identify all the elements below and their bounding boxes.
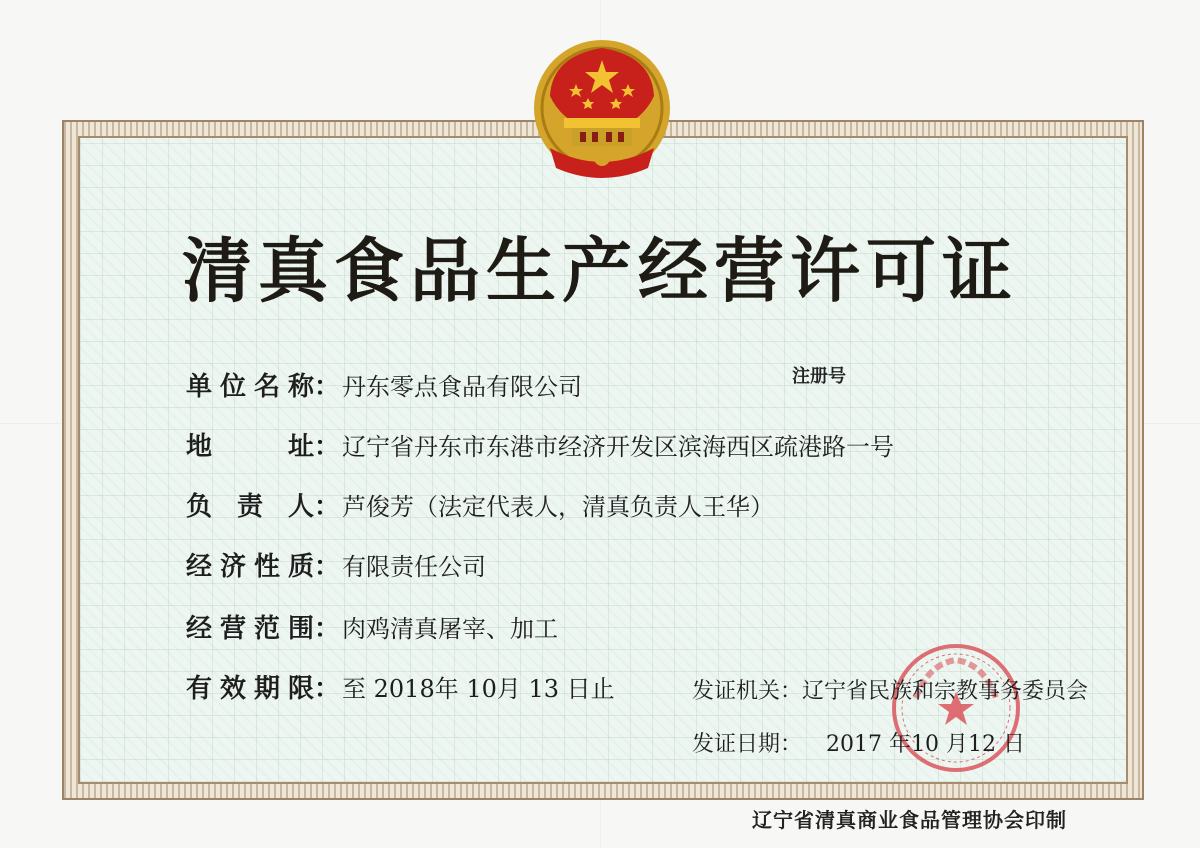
- issuer-value: 辽宁省民族和宗教事务委员会: [802, 679, 1089, 704]
- field-address: 地址：辽宁省丹东市东港市经济开发区滨海西区疏港路一号: [186, 432, 895, 462]
- field-label: 单位名称: [186, 372, 314, 402]
- field-value: 至 2018年 10月 13 日止: [342, 675, 615, 703]
- printer-credit: 辽宁省清真商业食品管理协会印制: [752, 808, 1067, 832]
- field-value: 丹东零点食品有限公司: [342, 373, 583, 401]
- field-unit-name: 单位名称：丹东零点食品有限公司: [186, 372, 583, 402]
- registration-number-label: 注册号: [792, 366, 846, 387]
- issuer-label: 发证机关：: [692, 679, 803, 704]
- field-label: 地址: [186, 432, 314, 462]
- field-business-scope: 经营范围：肉鸡清真屠宰、加工: [186, 614, 559, 644]
- national-emblem-icon: [530, 36, 674, 186]
- field-validity-period: 有效期限：至 2018年 10月 13 日止: [186, 674, 615, 704]
- field-economic-nature: 经济性质：有限责任公司: [186, 552, 487, 582]
- field-label: 经济性质: [186, 552, 314, 582]
- field-value: 芦俊芳（法定代表人，清真负责人王华）: [342, 493, 775, 521]
- field-value: 肉鸡清真屠宰、加工: [342, 615, 559, 643]
- certificate-title: 清真食品生产经营许可证: [182, 229, 1018, 312]
- field-label: 负责人: [186, 492, 314, 522]
- issuing-authority: [692, 674, 1088, 705]
- issue-date-value: 2017 年10 月12 日: [826, 732, 1025, 757]
- issue-date: [692, 727, 1025, 758]
- field-label: 有效期限: [186, 674, 314, 704]
- field-responsible-person: 负责人：芦俊芳（法定代表人，清真负责人王华）: [186, 492, 775, 522]
- field-value: 辽宁省丹东市东港市经济开发区滨海西区疏港路一号: [342, 433, 895, 461]
- issue-date-label: 发证日期：: [692, 732, 803, 757]
- field-label: 经营范围: [186, 614, 314, 644]
- field-value: 有限责任公司: [342, 553, 487, 581]
